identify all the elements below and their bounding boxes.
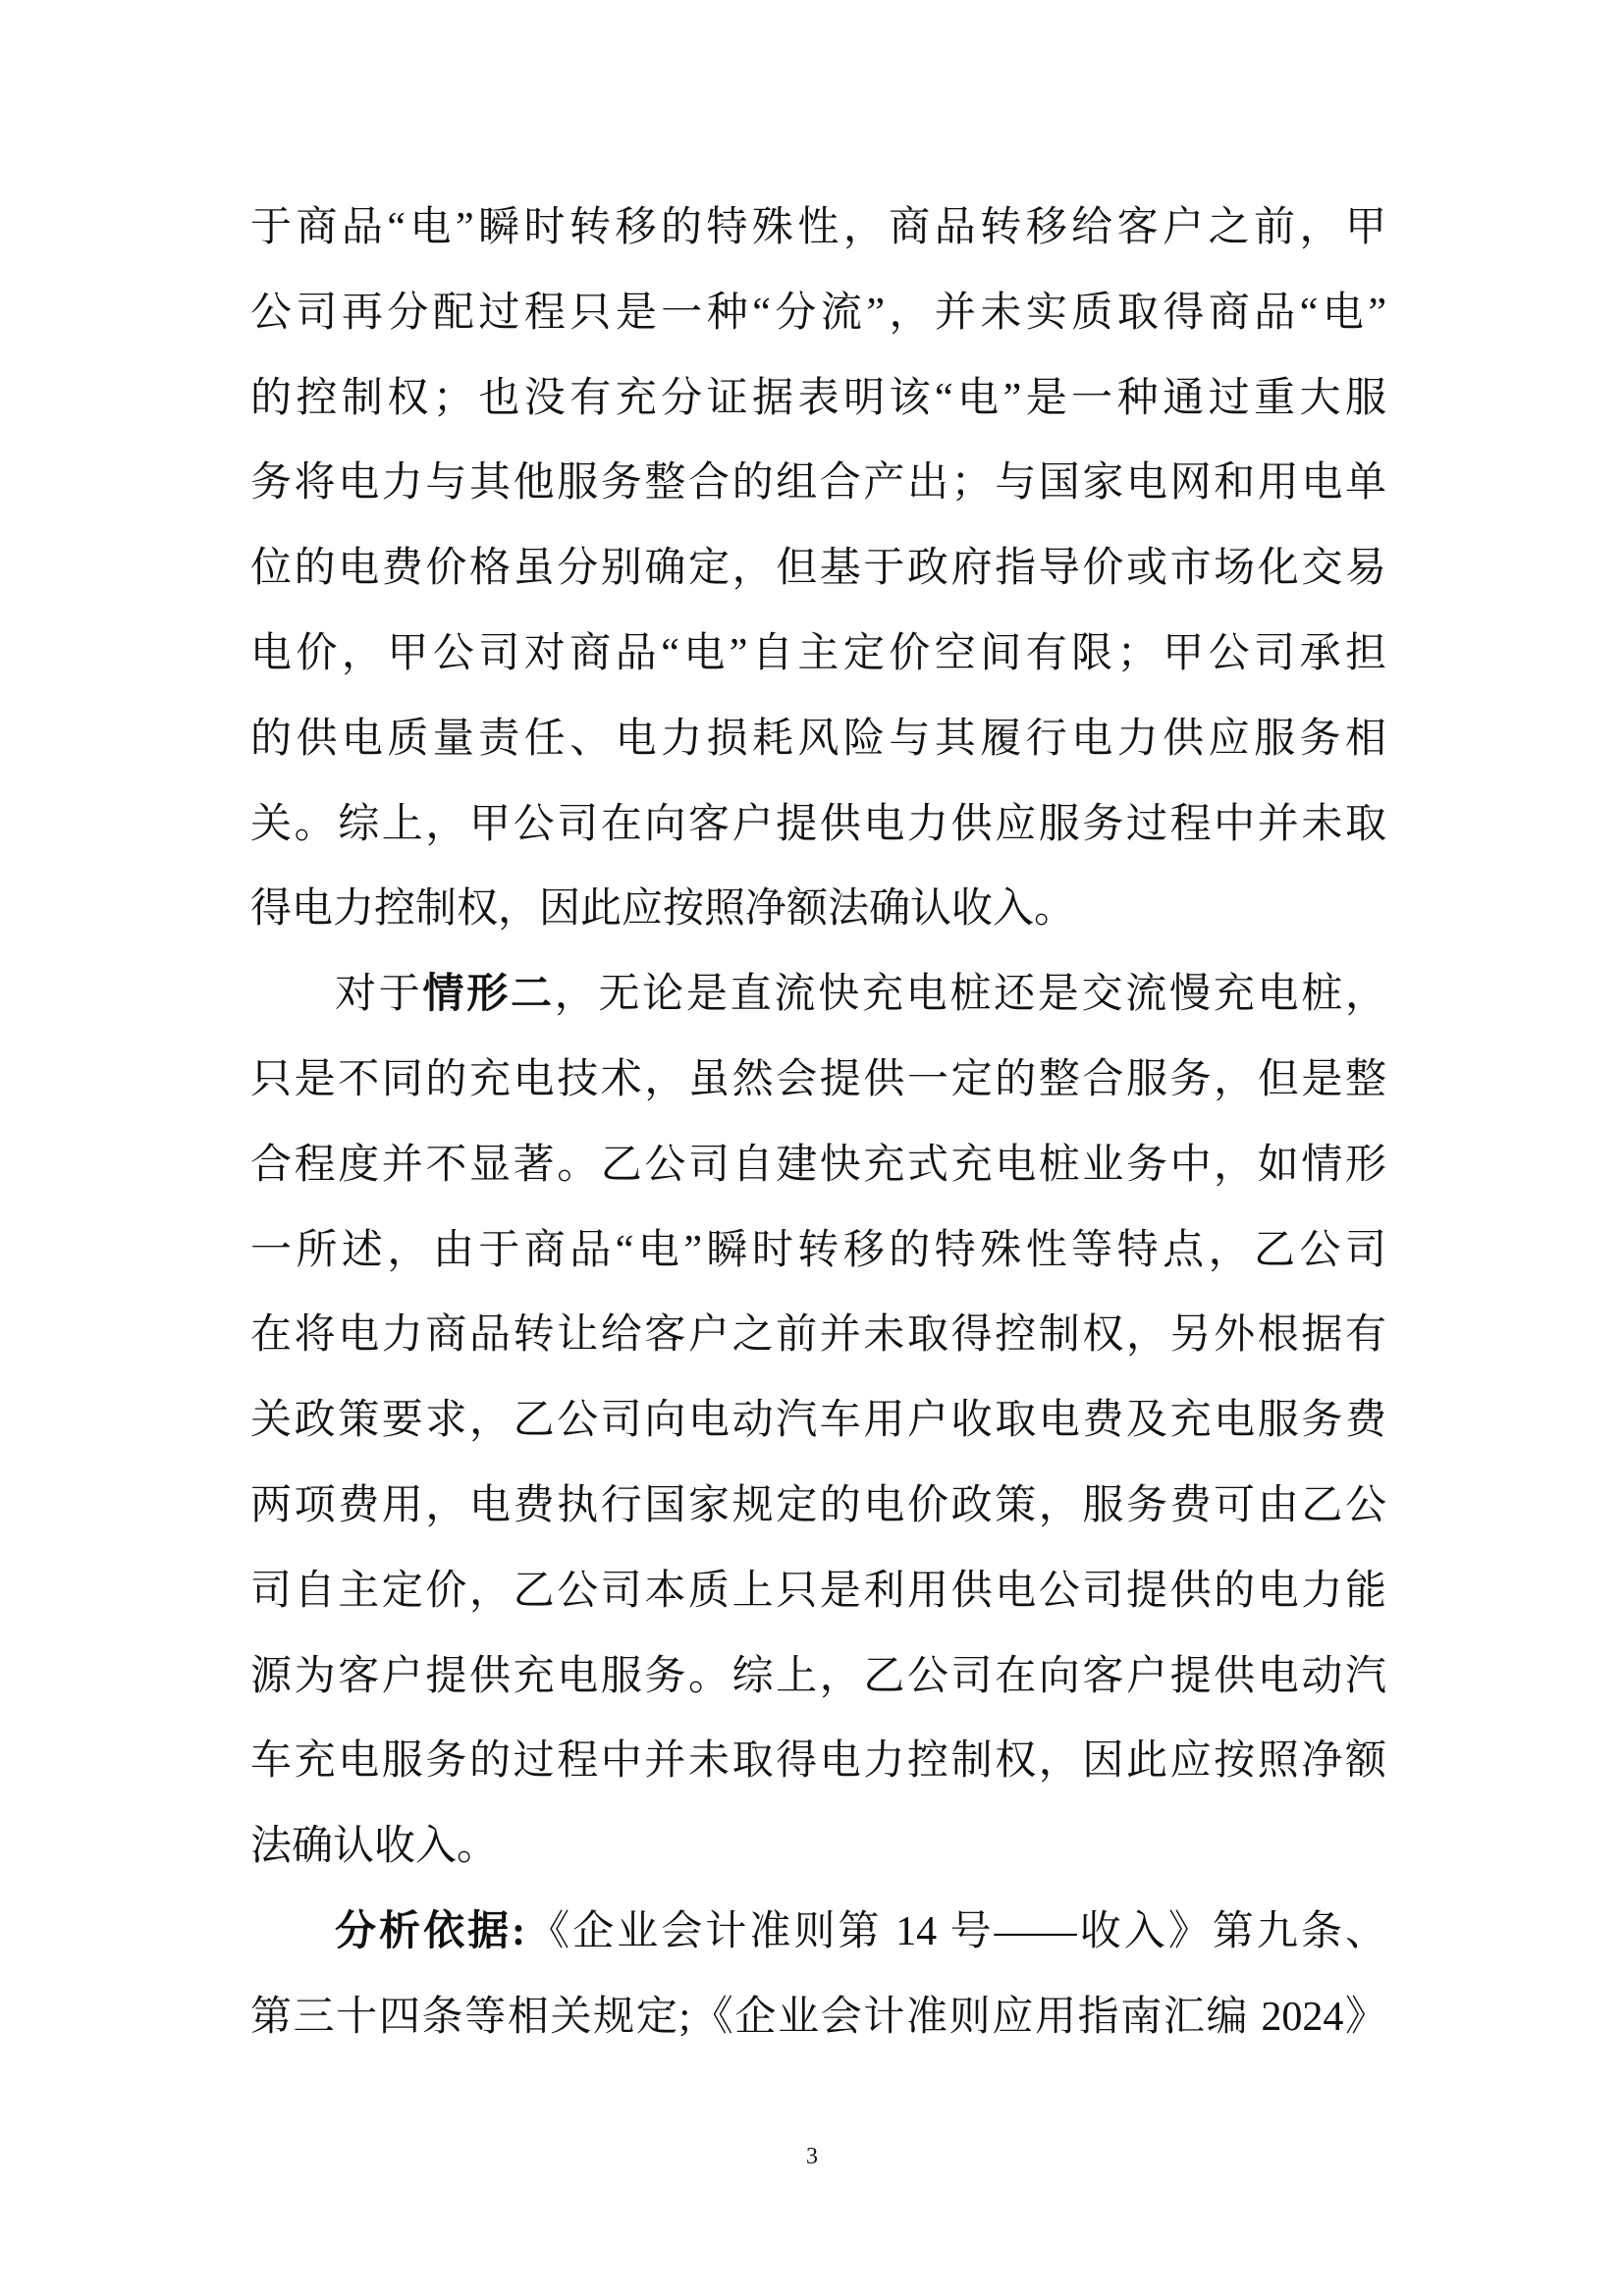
text-line bbox=[250, 1208, 1386, 1294]
text-run: 关。综上，甲公司在向客户提供电力供应服务过程中并未取 bbox=[250, 801, 1386, 847]
text-line bbox=[250, 526, 1386, 612]
document-body bbox=[250, 186, 1386, 2060]
text-line bbox=[250, 1293, 1386, 1378]
bold-term: 情形二 bbox=[422, 972, 555, 1018]
text-run: 位的电费价格虽分别确定，但基于政府指导价或市场化交易 bbox=[250, 546, 1386, 592]
text-line bbox=[250, 1464, 1386, 1549]
text-run: 一所述，由于商品“电”瞬时转移的特殊性等特点，乙公司 bbox=[250, 1227, 1386, 1273]
text-run: 《企业会计准则第 14 号——收入》第九条、 bbox=[525, 1908, 1386, 1954]
text-run: ，无论是直流快充电桩还是交流慢充电桩， bbox=[554, 972, 1386, 1018]
text-line bbox=[250, 867, 1386, 952]
text-run: 公司再分配过程只是一种“分流”，并未实质取得商品“电” bbox=[250, 290, 1386, 336]
text-line bbox=[250, 186, 1386, 271]
text-run: 得电力控制权，因此应按照净额法确认收入。 bbox=[250, 886, 1076, 933]
text-run: 对于 bbox=[335, 972, 423, 1018]
text-run: 源为客户提供充电服务。综上，乙公司在向客户提供电动汽 bbox=[250, 1653, 1386, 1699]
text-run: 合程度并不显著。乙公司自建快充式充电桩业务中，如情形 bbox=[250, 1142, 1386, 1188]
text-line bbox=[250, 1975, 1386, 2060]
text-line bbox=[250, 697, 1386, 782]
text-run: 电价，甲公司对商品“电”自主定价空间有限；甲公司承担 bbox=[250, 630, 1386, 676]
text-line bbox=[250, 952, 1386, 1038]
text-line bbox=[250, 1634, 1386, 1720]
text-run: 第三十四条等相关规定;《企业会计准则应用指南汇编 2024》 bbox=[250, 1994, 1386, 2040]
text-run: 司自主定价，乙公司本质上只是利用供电公司提供的电力能 bbox=[250, 1568, 1386, 1614]
text-run: 只是不同的充电技术，虽然会提供一定的整合服务，但是整 bbox=[250, 1056, 1386, 1102]
text-line bbox=[250, 356, 1386, 442]
text-line bbox=[250, 782, 1386, 868]
text-run: 两项费用，电费执行国家规定的电价政策，服务费可由乙公 bbox=[250, 1482, 1386, 1528]
text-run: 的控制权；也没有充分证据表明该“电”是一种通过重大服 bbox=[250, 375, 1386, 421]
text-line bbox=[250, 1378, 1386, 1464]
text-line bbox=[250, 1549, 1386, 1634]
text-line bbox=[250, 441, 1386, 526]
text-run: 关政策要求，乙公司向电动汽车用户收取电费及充电服务费 bbox=[250, 1398, 1386, 1444]
bold-term: 分析依据: bbox=[335, 1908, 526, 1954]
text-line bbox=[250, 1123, 1386, 1208]
text-line bbox=[250, 271, 1386, 356]
text-line bbox=[250, 612, 1386, 697]
text-run: 车充电服务的过程中并未取得电力控制权，因此应按照净额 bbox=[250, 1738, 1386, 1785]
text-line bbox=[250, 1038, 1386, 1123]
text-run: 的供电质量责任、电力损耗风险与其履行电力供应服务相 bbox=[250, 716, 1386, 762]
page-number: 3 bbox=[806, 2144, 818, 2169]
text-run: 法确认收入。 bbox=[250, 1824, 499, 1870]
text-line bbox=[250, 1804, 1386, 1890]
text-run: 务将电力与其他服务整合的组合产出；与国家电网和用电单 bbox=[250, 460, 1386, 507]
text-run: 于商品“电”瞬时转移的特殊性，商品转移给客户之前，甲 bbox=[250, 205, 1386, 250]
text-line bbox=[250, 1890, 1386, 1975]
text-line bbox=[250, 1719, 1386, 1804]
text-run: 在将电力商品转让给客户之前并未取得控制权，另外根据有 bbox=[250, 1312, 1386, 1359]
